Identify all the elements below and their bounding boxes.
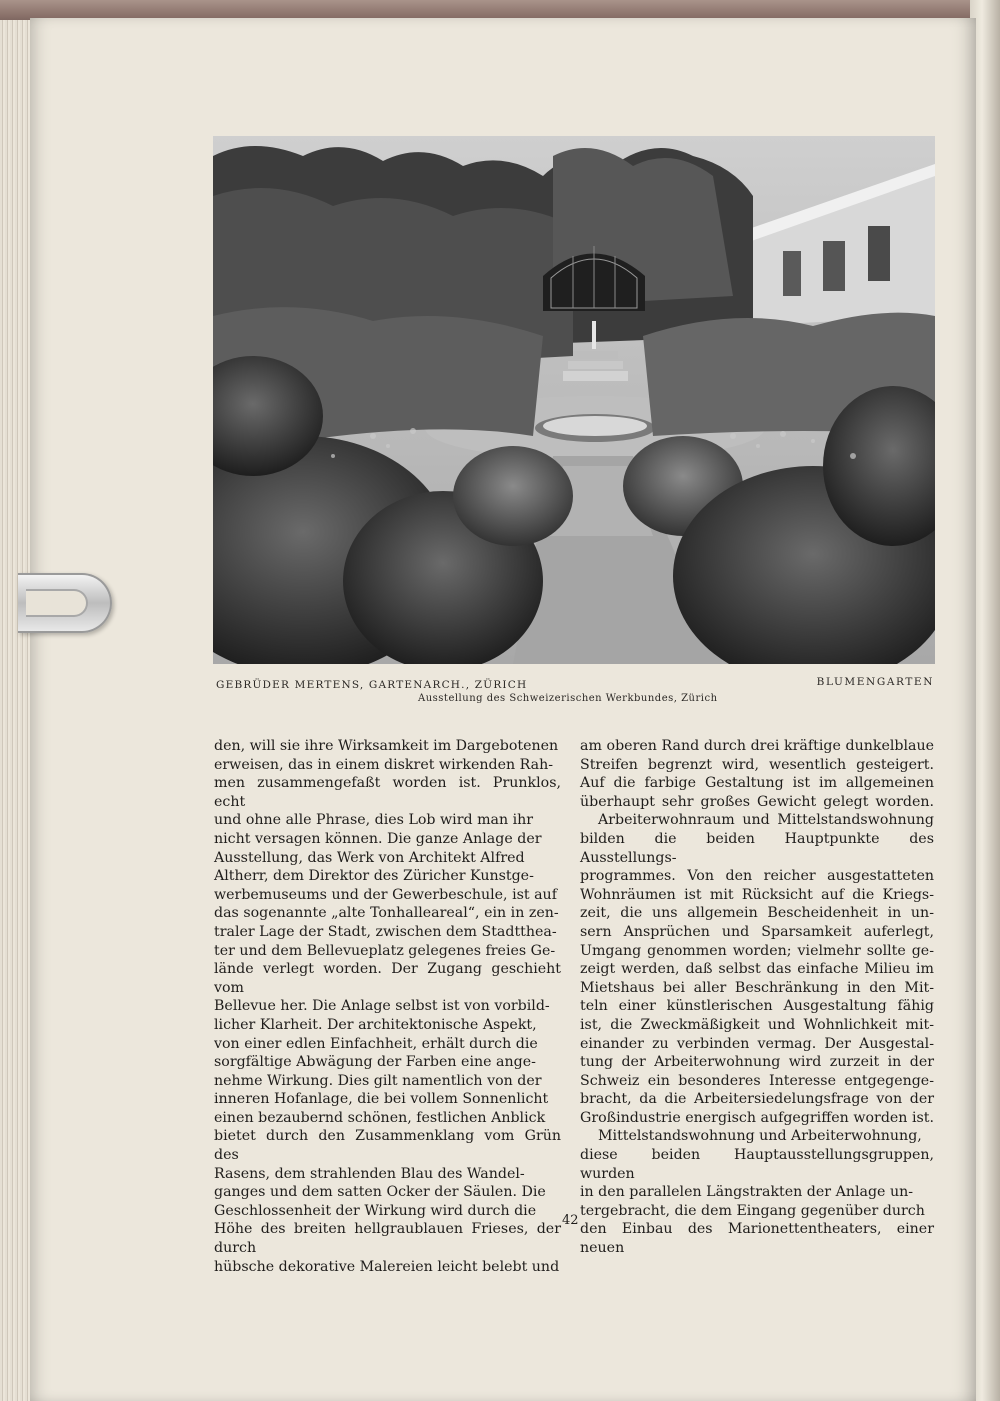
text-line: das sogenannte „alte Tonhalleareal“, ein in zen- [214,905,559,922]
paragraph [580,811,934,1127]
text-line: einander zu verbinden vermag. Der Ausgestal- [580,1035,934,1052]
paragraph [580,1127,934,1257]
text-line: Arbeiterwohnraum und Mittelstandswohnung [598,812,934,829]
page-number: 42 [562,1213,579,1228]
text-line: programmes. Von den reicher ausgestatteten [580,868,934,885]
text-line: Mittelstandswohnung und Arbeiterwohnung, [598,1128,922,1145]
text-line: Umgang genommen worden; vielmehr sollte ge- [580,942,934,959]
text-line: bilden die beiden Hauptpunkte des Ausstellungs- [580,830,934,866]
text-line: zeigt werden, daß selbst das einfache Milieu im [580,961,934,978]
text-line: Wohnräumen ist mit Rücksicht auf die Kriegs- [580,886,934,903]
text-line: den, will sie ihre Wirksamkeit im Dargebotenen [214,738,559,754]
text-line: tergebracht, die dem Eingang gegenüber durch [580,1202,925,1219]
text-line: bietet durch den Zusammenklang vom Grün des [214,1128,561,1164]
text-line: einen bezaubernd schönen, festlichen Anblick [214,1109,546,1126]
text-line: ganges und dem satten Ocker der Säulen. Die [214,1184,546,1201]
text-line: traler Lage der Stadt, zwischen dem Stadtthea- [214,923,557,940]
text-line: und ohne alle Phrase, dies Lob wird man ihr [214,812,534,829]
text-line: sern Ansprüchen und Sparsamkeit auferlegt, [580,923,934,940]
text-line: nicht versagen können. Die ganze Anlage der [214,830,542,847]
text-line: tung der Arbeiterwohnung wird zurzeit in der [580,1054,934,1071]
text-line: Rasens, dem strahlenden Blau des Wandel- [214,1165,525,1182]
text-line: Altherr, dem Direktor des Züricher Kunstge- [214,868,534,885]
page-stack-edge [0,20,34,1401]
text-line: Höhe des breiten hellgraublauen Frieses, der durch [214,1221,561,1257]
text-line: teln einer künstlerischen Ausgestaltung fähig [580,998,934,1015]
text-line: nehme Wirkung. Dies gilt namentlich von der [214,1072,542,1089]
text-line: bracht, da die Arbeitersiedelungsfrage von der [580,1091,934,1108]
text-line: lände verlegt worden. Der Zugang geschieht vom [214,961,561,996]
text-line: Geschlossenheit der Wirkung wird durch die [214,1202,537,1219]
text-line: ist, die Zweckmäßigkeit und Wohnlichkeit mit- [580,1016,934,1033]
text-line: Mietshaus bei aller Beschränkung in den Mit- [580,979,934,996]
text-line: ter und dem Bellevueplatz gelegenes freies Ge- [214,942,556,959]
text-line: men zusammengefaßt worden ist. Prunklos, echt [214,775,561,810]
text-line: den Einbau des Marionettentheaters, einer neuen [580,1221,934,1257]
text-line: Ausstellung, das Werk von Architekt Alfred [214,849,525,866]
text-line: licher Klarheit. Der architektonische Aspekt, [214,1016,537,1033]
photo-credit: GEBRÜDER MERTENS, GARTENARCH., ZÜRICH [216,679,528,691]
text-column-left [214,737,561,1276]
photo-title: BLUMENGARTEN [816,676,934,688]
photo-subcaption: Ausstellung des Schweizerischen Werkbundes, Zürich [418,693,718,704]
text-line: zeit, die uns allgemein Bescheidenheit in un- [580,905,934,922]
paragraph [580,737,934,811]
text-line: überhaupt sehr großes Gewicht gelegt worden. [580,793,934,810]
text-line: hübsche dekorative Malereien leicht belebt und [214,1258,560,1275]
paper-clip-icon [18,573,112,633]
text-line: am oberen Rand durch drei kräftige dunkelblaue [580,738,934,754]
text-line: sorgfältige Abwägung der Farben eine ange- [214,1054,536,1071]
text-line: werbemuseums und der Gewerbeschule, ist auf [214,886,557,903]
text-line: Bellevue her. Die Anlage selbst ist von vorbild- [214,998,550,1015]
garden-photograph [213,136,935,664]
text-line: von einer edlen Einfachheit, erhält durch die [214,1035,538,1052]
text-line: Schweiz ein besonderes Interesse entgegenge- [580,1072,934,1089]
text-line: diese beiden Hauptausstellungsgruppen, wurden [580,1147,934,1182]
text-line: erweisen, das in einem diskret wirkenden Rah- [214,756,554,773]
text-line: Auf die farbige Gestaltung ist im allgemeinen [580,775,934,792]
text-line: Großindustrie energisch aufgegriffen worden ist. [580,1109,934,1126]
text-line: inneren Hofanlage, die bei vollem Sonnenlicht [214,1091,549,1108]
text-line: in den parallelen Längstrakten der Anlage un- [580,1184,914,1201]
text-column-right [580,737,934,1258]
text-line: Streifen begrenzt wird, wesentlich gesteigert. [580,756,934,773]
